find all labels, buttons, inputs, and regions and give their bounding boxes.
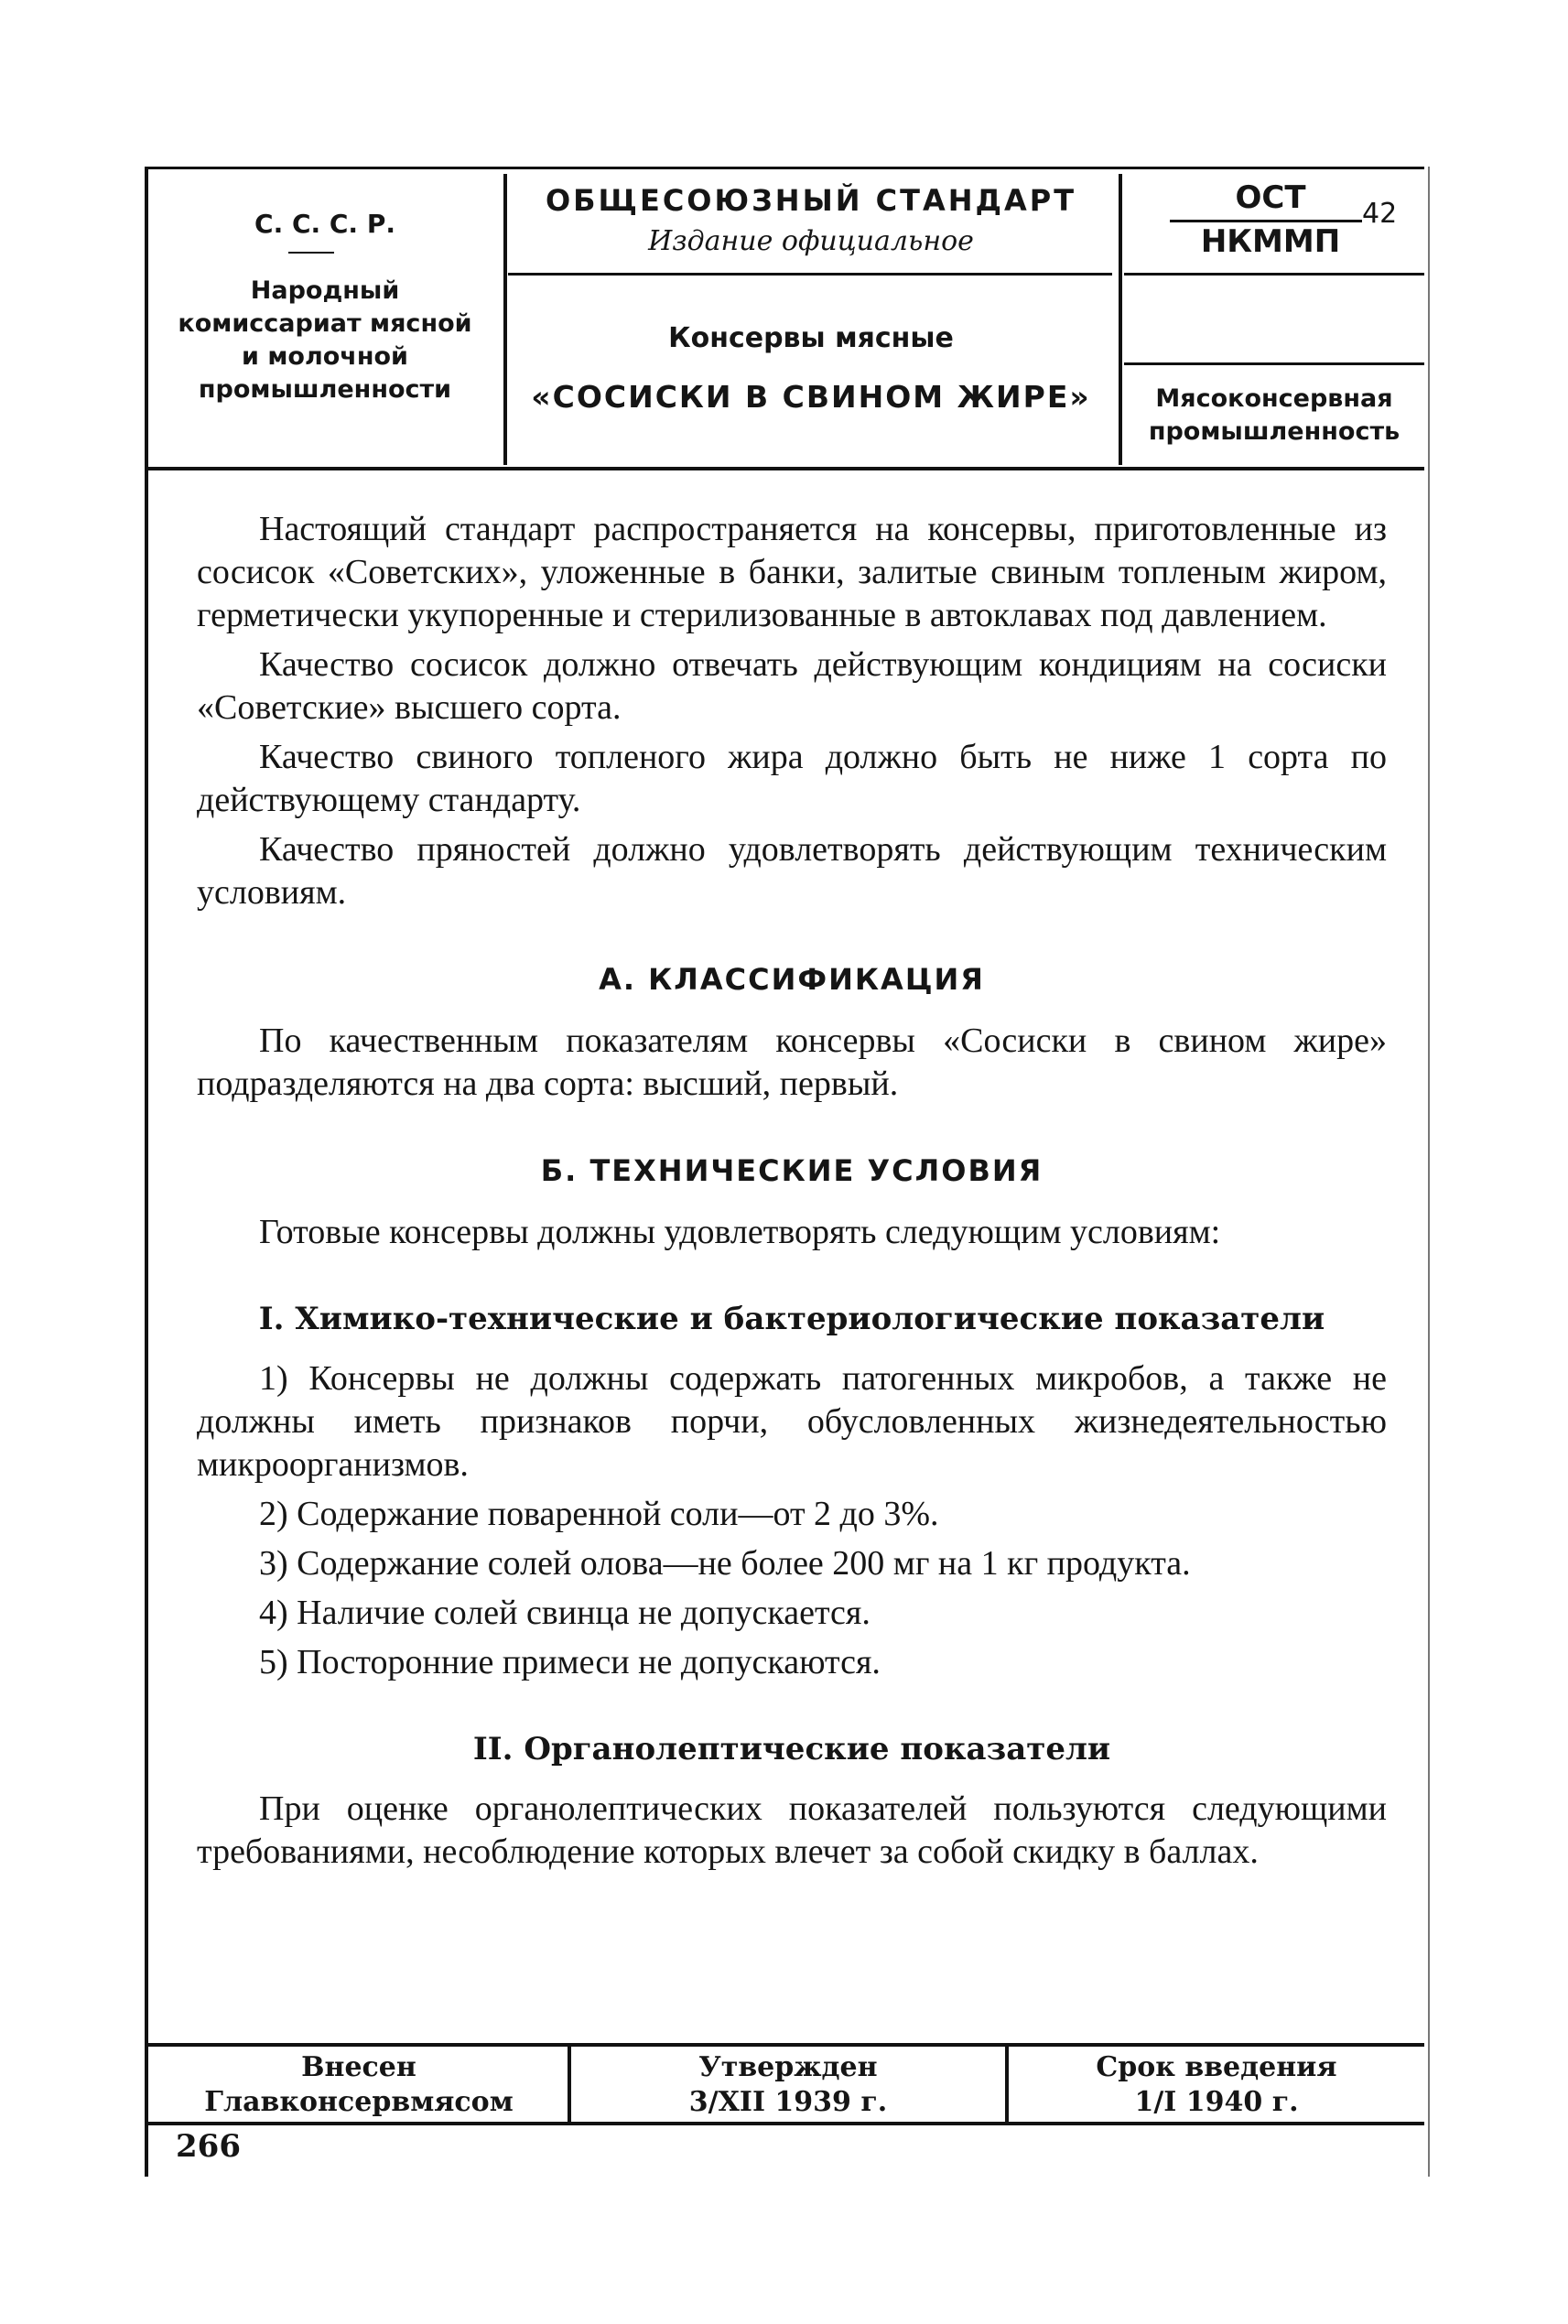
industry-line: промышленность bbox=[1148, 417, 1400, 446]
right-divider-2 bbox=[1124, 362, 1424, 365]
org-line: комиссариат мясной bbox=[178, 309, 472, 338]
footer-top-rule bbox=[146, 2043, 1424, 2047]
org-line: Народный bbox=[250, 276, 400, 305]
intro-paragraph: Настоящий стандарт распространяется на консервы, приготовленные из сосисок «Советских», уложенные в банки, залитые свиным топленым жиром, герметически укупоренные и стерилизованные в автоклавах под давлением. bbox=[197, 510, 1387, 634]
product-name: «СОСИСКИ В СВИНОМ ЖИРЕ» bbox=[531, 379, 1091, 415]
footer-bottom-rule bbox=[146, 2122, 1424, 2125]
approved-label: Утвержден bbox=[698, 2051, 878, 2083]
ost-fraction-line bbox=[1170, 220, 1362, 222]
subsection-2-heading: II. Органолептические показатели bbox=[472, 1731, 1111, 1767]
standard-title: ОБЩЕСОЮЗНЫЙ СТАНДАРТ bbox=[545, 183, 1077, 218]
intro-paragraph: Качество свиного топленого жира должно быть не ниже 1 сорта по действующему стандарту. bbox=[197, 738, 1387, 819]
section-a-heading: А. КЛАССИФИКАЦИЯ bbox=[599, 962, 985, 997]
header-divider-right bbox=[1119, 174, 1122, 465]
approved-cell bbox=[571, 2050, 1005, 2120]
requirement-item: 3) Содержание солей олова—не более 200 мг на 1 кг продукта. bbox=[259, 1544, 1191, 1583]
introduced-cell bbox=[150, 2050, 568, 2120]
section-b-paragraph: Готовые консервы должны удовлетворять следующим условиям: bbox=[259, 1213, 1221, 1251]
introduced-label: Внесен bbox=[301, 2051, 416, 2083]
ost-label: ОСТ bbox=[1235, 179, 1306, 216]
introduced-by: Главконсервмясом bbox=[204, 2086, 514, 2118]
effective-date: 1/I 1940 г. bbox=[1134, 2086, 1299, 2118]
requirement-item: 2) Содержание поваренной соли—от 2 до 3%. bbox=[259, 1495, 939, 1533]
right-divider-1 bbox=[1124, 273, 1424, 276]
nkmmp-label: НКММП bbox=[1200, 223, 1341, 260]
intro-paragraph: Качество сосисок должно отвечать действующим кондициям на сосиски «Советские» высшего сорта. bbox=[197, 645, 1387, 727]
standard-number: 42 bbox=[1362, 198, 1398, 230]
industry-line: Мясоконсервная bbox=[1155, 384, 1393, 413]
intro-paragraph: Качество пряностей должно удовлетворять действующим техническим условиям. bbox=[197, 830, 1387, 912]
country-label: С. С. С. Р. bbox=[254, 209, 395, 239]
requirement-item: 4) Наличие солей свинца не допускается. bbox=[259, 1594, 871, 1632]
section-a-paragraph: По качественным показателям консервы «Сосиски в свином жире» подразделяются на два сорта: высший, первый. bbox=[197, 1021, 1387, 1103]
header-top-rule bbox=[146, 167, 1424, 169]
org-line: и молочной bbox=[242, 342, 408, 371]
center-divider bbox=[508, 273, 1112, 276]
section-b-heading: Б. ТЕХНИЧЕСКИЕ УСЛОВИЯ bbox=[540, 1153, 1044, 1188]
requirement-item: 5) Посторонние примеси не допускаются. bbox=[259, 1643, 881, 1681]
organization-name bbox=[151, 275, 499, 406]
country-underline bbox=[288, 252, 334, 254]
document-body bbox=[197, 508, 1387, 1880]
org-line: промышленности bbox=[198, 375, 452, 404]
approved-date: 3/XII 1939 г. bbox=[688, 2086, 888, 2118]
edition-label: Издание официальное bbox=[648, 225, 974, 257]
effective-label: Срок введения bbox=[1096, 2051, 1337, 2083]
subsection-1-heading: I. Химико-технические и бактериологические показатели bbox=[258, 1301, 1325, 1337]
industry-name bbox=[1124, 383, 1424, 449]
header-divider-left bbox=[503, 174, 507, 465]
header-bottom-rule bbox=[146, 467, 1424, 470]
effective-cell bbox=[1009, 2050, 1424, 2120]
page-number: 266 bbox=[176, 2128, 241, 2165]
subsection-2-paragraph: При оценке органолептических показателей пользуются следующими требованиями, несоблюдение которых влечет за собой скидку в баллах. bbox=[197, 1789, 1387, 1871]
requirement-item: 1) Консервы не должны содержать патогенных микробов, а также не должны иметь признаков порчи, обусловленных жизнедеятельностью микроорганизмов. bbox=[197, 1359, 1387, 1484]
product-type: Консервы мясные bbox=[668, 322, 954, 354]
